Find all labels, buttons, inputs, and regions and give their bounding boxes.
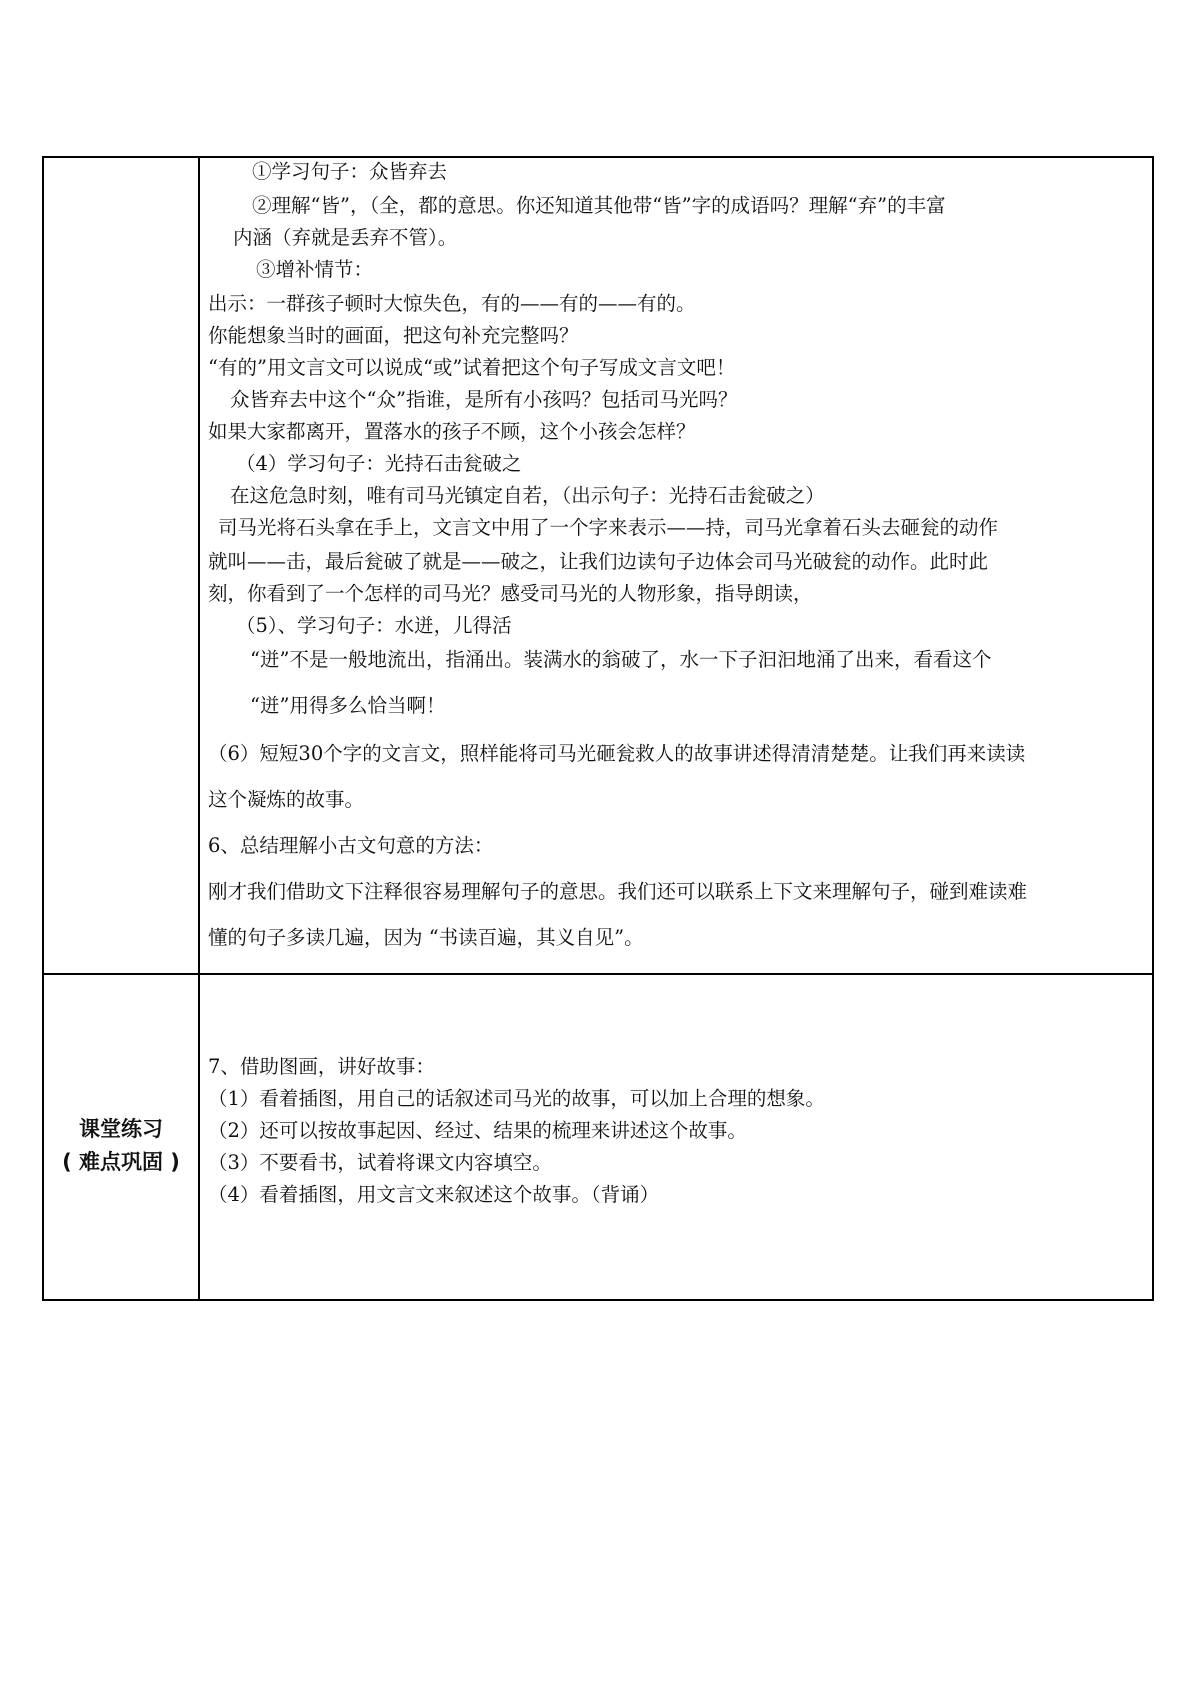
- text-line: 内涵（弃就是丢弃不管）。: [233, 226, 458, 249]
- text-line: ②理解“皆”，（全，都的意思。你还知道其他带“皆”字的成语吗？理解“弃”的丰富: [252, 194, 946, 217]
- text-line: 出示：一群孩子顿时大惊失色，有的——有的——有的。: [208, 292, 696, 315]
- section-label: [44, 1113, 198, 1179]
- text-line: （4）看着插图，用文言文来叙述这个故事。（背诵）: [208, 1183, 660, 1206]
- section-label-title: 课堂练习: [79, 1117, 163, 1141]
- row-divider: [44, 973, 1152, 975]
- text-line: 6、总结理解小古文句意的方法：: [208, 834, 494, 857]
- column-divider: [198, 158, 200, 1299]
- text-line: 刚才我们借助文下注释很容易理解句子的意思。我们还可以联系上下文来理解句子，碰到难读难: [208, 880, 1028, 903]
- text-line: “迸”不是一般地流出，指涌出。装满水的翁破了，水一下子汩汩地涌了出来，看看这个: [250, 648, 992, 671]
- text-line: 司马光将石头拿在手上，文言文中用了一个字来表示——持，司马光拿着石头去砸瓮的动作: [218, 516, 999, 539]
- text-line: 众皆弃去中这个“众”指谁，是所有小孩吗？包括司马光吗？: [230, 388, 738, 411]
- text-line: 懂的句子多读几遍，因为 “书读百遍，其义自见”。: [208, 926, 644, 949]
- text-line: （6）短短30个字的文言文，照样能将司马光砸瓮救人的故事讲述得清清楚楚。让我们再来读读: [208, 742, 1026, 765]
- text-line: 刻，你看到了一个怎样的司马光？感受司马光的人物形象，指导朗读，: [208, 582, 813, 605]
- text-line: （5）、学习句子：水迸，儿得活: [236, 614, 512, 637]
- text-line: ③增补情节：: [256, 258, 374, 281]
- text-line: （2）还可以按故事起因、经过、结果的梳理来讲述这个故事。: [208, 1119, 747, 1142]
- text-line: 你能想象当时的画面，把这句补充完整吗？: [208, 324, 579, 347]
- text-line: （1）看着插图，用自己的话叙述司马光的故事，可以加上合理的想象。: [208, 1087, 825, 1110]
- text-line: （3）不要看书，试着将课文内容填空。: [208, 1151, 552, 1174]
- section-label-subtitle: ( 难点巩固 ): [62, 1150, 180, 1174]
- text-line: （4）学习句子：光持石击瓮破之: [236, 452, 522, 475]
- text-line: 在这危急时刻，唯有司马光镇定自若，（出示句子：光持石击瓮破之）: [230, 484, 825, 507]
- text-line: ①学习句子：众皆弃去: [252, 160, 448, 183]
- text-line: 7、借助图画，讲好故事：: [208, 1055, 435, 1078]
- text-line: 如果大家都离开，置落水的孩子不顾，这个小孩会怎样？: [208, 420, 696, 443]
- text-line: “迸”用得多么恰当啊！: [250, 694, 446, 717]
- text-line: “有的”用文言文可以说成“或”试着把这个句子写成文言文吧！: [208, 356, 736, 379]
- text-line: 就叫——击，最后瓮破了就是——破之，让我们边读句子边体会司马光破瓮的动作。此时此: [208, 550, 989, 573]
- text-line: 这个凝炼的故事。: [208, 788, 365, 811]
